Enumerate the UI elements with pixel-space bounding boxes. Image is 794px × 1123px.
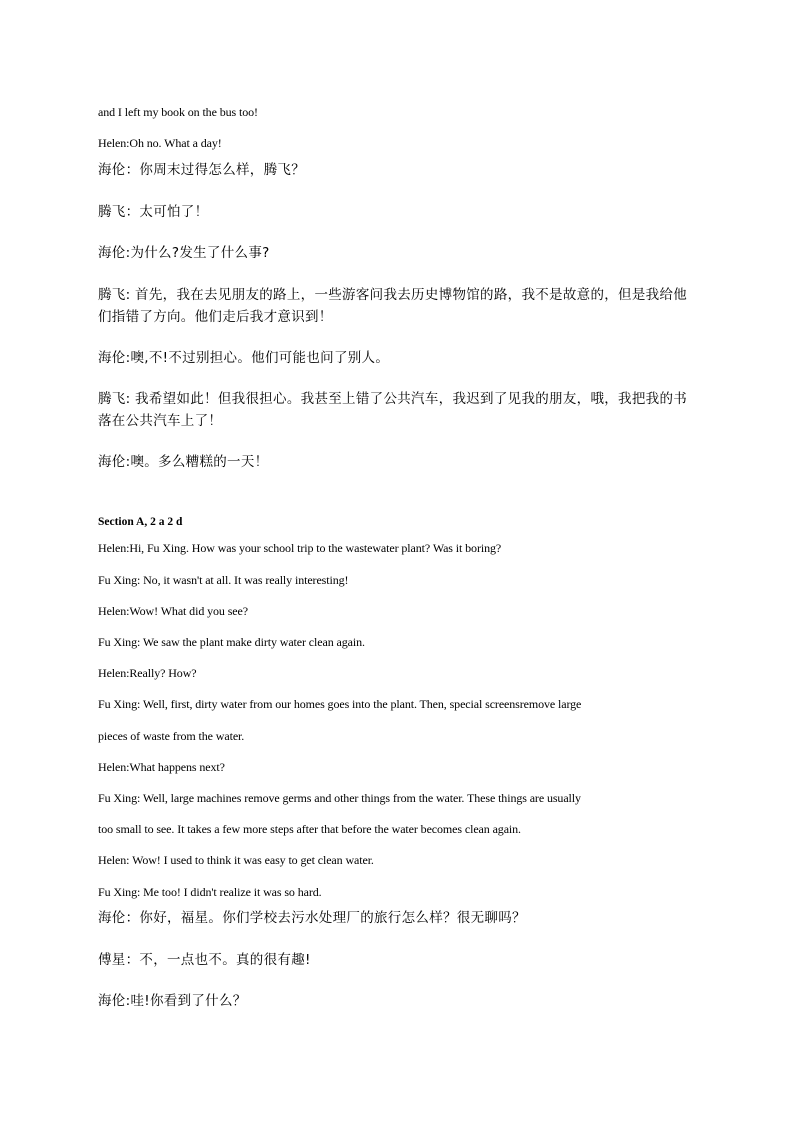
translation-paragraph: 腾飞: 首先，我在去见朋友的路上，一些游客问我去历史博物馆的路，我不是故意的，但是我给他们指错了方向。他们走后我才意识到！ [98, 287, 688, 325]
dialogue-line: and I left my book on the bus too! [98, 105, 258, 119]
translation-line: 海伦:为什么?发生了什么事? [98, 245, 270, 261]
translation-paragraph: 腾飞: 我希望如此！但我很担心。我甚至上错了公共汽车，我迟到了见我的朋友，哦，我把我的书落在公共汽车上了！ [98, 391, 688, 429]
dialogue-line: pieces of waste from the water. [98, 729, 245, 743]
dialogue-line: Helen: Wow! I used to think it was easy to get clean water. [98, 853, 374, 867]
section-heading: Section A, 2 a 2 d [98, 516, 183, 528]
dialogue-line: Fu Xing: Well, large machines remove germs and other things from the water. These things are usually [98, 791, 581, 805]
translation-line: 海伦：你好，福星。你们学校去污水处理厂的旅行怎么样？很无聊吗？ [98, 910, 526, 926]
translation-line: 海伦:哇!你看到了什么？ [98, 993, 247, 1009]
translation-line: 海伦：你周末过得怎么样，腾飞？ [98, 162, 305, 178]
dialogue-line: Fu Xing: We saw the plant make dirty water clean again. [98, 635, 365, 649]
dialogue-line: too small to see. It takes a few more steps after that before the water becomes clean again. [98, 822, 521, 836]
dialogue-line: Helen:Really? How? [98, 666, 197, 680]
translation-line: 海伦:噢,不!不过别担心。他们可能也问了别人。 [98, 350, 390, 366]
dialogue-line: Fu Xing: Well, first, dirty water from our homes goes into the plant. Then, special screensremove large [98, 697, 582, 711]
dialogue-line: Fu Xing: No, it wasn't at all. It was really interesting! [98, 573, 349, 587]
dialogue-line: Helen:Hi, Fu Xing. How was your school trip to the wastewater plant? Was it boring? [98, 541, 502, 555]
dialogue-line: Fu Xing: Me too! I didn't realize it was so hard. [98, 885, 322, 899]
dialogue-line: Helen:Wow! What did you see? [98, 604, 248, 618]
translation-line: 腾飞：太可怕了！ [98, 204, 209, 220]
translation-line: 傅星：不，一点也不。真的很有趣! [98, 952, 311, 968]
dialogue-line: Helen:Oh no. What a day! [98, 136, 222, 150]
translation-line: 海伦:噢。多么糟糕的一天！ [98, 454, 269, 470]
dialogue-line: Helen:What happens next? [98, 760, 225, 774]
